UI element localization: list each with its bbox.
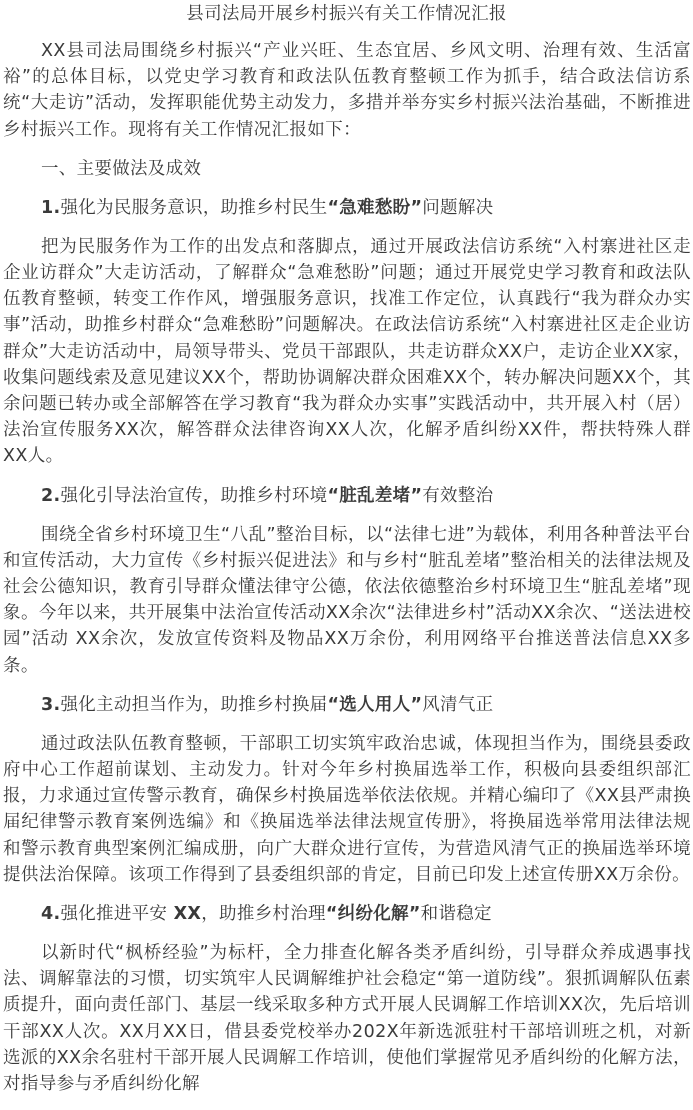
item-body-1: 把为民服务作为工作的出发点和落脚点，通过开展政法信访系统“入村寨进社区走企业访群众”大走访活动，了解群众“急难愁盼”问题；通过开展党史学习教育和政法队伍教育整顿，转变工作作风，增强服务意识，找准工作定位，认真践行“我为群众办实事”活动，助推乡村群众“急难愁盼”问题解决。在政法信访系统“入村寨进社区走企业访群众”大走访活动中，局领导带头、党员干部跟队，共走访群众XX户，走访企业XX家，收集问题线索及意见建议XX个，帮助协调解决群众困难XX个，转办解决问题XX个，其余问题已转办或全部解答在学习教育“我为群众办实事”实践活动中，共开展入村（居）法治宣传服务XX次，解答群众法律咨询XX人次，化解矛盾纠纷XX件，帮扶特殊人群XX人。 bbox=[3, 236, 691, 467]
item-heading-quote: “脏乱差堵” bbox=[327, 485, 423, 506]
section-heading: 一、主要做法及成效 bbox=[41, 158, 202, 179]
item-heading-tail: 问题解决 bbox=[422, 197, 494, 218]
item-heading-4 bbox=[41, 901, 693, 927]
item-heading-text: 强化推进平安 bbox=[60, 904, 168, 925]
item-heading-1 bbox=[41, 195, 693, 221]
item-heading-tail: 和谐稳定 bbox=[420, 904, 492, 925]
item-heading-quote: “急难愁盼” bbox=[327, 197, 423, 218]
item-heading-2 bbox=[41, 483, 693, 509]
document-title: 县司法局开展乡村振兴有关工作情况汇报 bbox=[186, 4, 507, 24]
item-number: 2. bbox=[41, 485, 61, 506]
item-number: 1. bbox=[41, 197, 61, 218]
item-body-2: 围绕全省乡村环境卫生“八乱”整治目标，以“法律七进”为载体，利用各种普法平台和宣传活动，大力宣传《乡村振兴促进法》和与乡村“脏乱差堵”整治相关的法律法规及社会公德知识，教育引导群众懂法律守公德，依法依德整治乡村环境卫生“脏乱差堵”现象。今年以来，共开展集中法治宣传活动XX余次“法律进乡村”活动XX余次、“送法进校园”活动 XX余次，发放宣传资料及物品XX万余份，利用网络平台推送普法信息XX多条。 bbox=[3, 524, 691, 676]
item-number: 3. bbox=[41, 694, 61, 715]
item-heading-tail: 风清气正 bbox=[422, 694, 494, 715]
item-heading-text: 强化为民服务意识，助推乡村民生 bbox=[60, 197, 328, 218]
item-heading-text-2: ，助推乡村治理 bbox=[201, 904, 326, 925]
item-body-3: 通过政法队伍教育整顿，干部职工切实筑牢政治忠诚，体现担当作为，围绕县委政府中心工作超前谋划、主动发力。针对今年乡村换届选举工作，积极向县委组织部汇报，力求通过宣传警示教育，确保乡村换届选举依法依规。并精心编印了《XX县严肃换届纪律警示教育案例选编》和《换届选举法律法规宣传册》，将换届选举常用法律法规和警示教育典型案例汇编成册，向广大群众进行宣传，为营造风清气正的换届选举环境提供法治保障。该项工作得到了县委组织部的肯定，目前已印发上述宣传册XX万余份。 bbox=[3, 733, 691, 885]
item-heading-bold: XX bbox=[167, 904, 202, 925]
item-number: 4. bbox=[41, 904, 61, 925]
item-heading-tail: 有效整治 bbox=[422, 485, 494, 506]
item-heading-quote: “纠纷化解” bbox=[325, 904, 421, 925]
intro-paragraph: XX县司法局围绕乡村振兴“产业兴旺、生态宜居、乡风文明、治理有效、生活富裕”的总体目标，以党史学习教育和政法队伍教育整顿工作为抓手，结合政法信访系统“大走访”活动，发挥职能优势主动发力，多措并举夯实乡村振兴法治基础，不断推进乡村振兴工作。现将有关工作情况汇报如下： bbox=[3, 41, 691, 140]
item-heading-text: 强化引导法治宣传，助推乡村环境 bbox=[60, 485, 328, 506]
item-heading-text: 强化主动担当作为，助推乡村换届 bbox=[60, 694, 328, 715]
item-heading-3 bbox=[41, 692, 693, 718]
item-heading-quote: “选人用人” bbox=[327, 694, 423, 715]
item-body-4: 以新时代“枫桥经验”为标杆，全力排查化解各类矛盾纠纷，引导群众养成遇事找法、调解靠法的习惯，切实筑牢人民调解维护社会稳定“第一道防线”。狠抓调解队伍素质提升，面向责任部门、基层一线采取多种方式开展人民调解工作培训XX次，先后培训干部XX人次。XX月XX日，借县委党校举办202X年新选派驻村干部培训班之机，对新选派的XX余名驻村干部开展人民调解工作培训，使他们掌握常见矛盾纠纷的化解方法，对指导参与矛盾纠纷化解 bbox=[3, 943, 691, 1095]
